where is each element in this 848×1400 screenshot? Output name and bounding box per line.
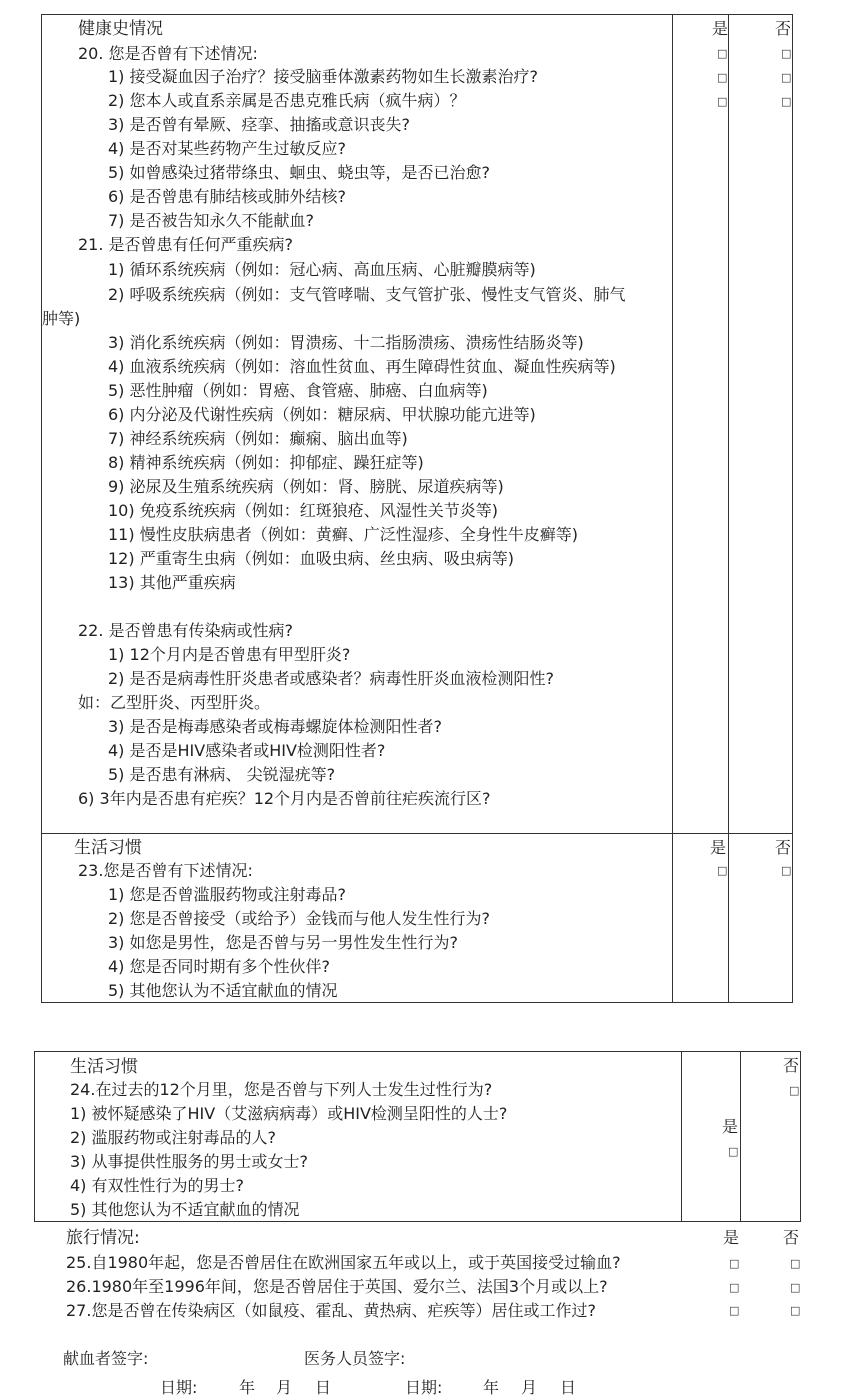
donor-signature-label: 献血者签字: [63,1349,149,1368]
no-header: 否 [775,19,792,38]
staff-date-day: 日 [560,1378,577,1397]
q26-yes-checkbox[interactable]: □ [729,1281,740,1294]
life2-title: 生活习惯 [70,1057,138,1077]
q20-text: 20. 您是否曾有下述情况: [78,44,258,63]
travel-no-header: 否 [783,1228,800,1247]
q22-item-2b: 如：乙型肝炎、丙型肝炎。 [78,693,271,712]
q21-item-3: 3) 消化系统疾病（例如：胃溃疡、十二指肠溃疡、溃疡性结肠炎等) [108,333,584,352]
q21-item-2b: 肿等) [42,309,81,328]
donor-date-label: 日期: [160,1378,198,1397]
q20-no-checkbox[interactable]: □ [781,47,792,60]
donor-date-year: 年 [239,1378,256,1397]
yes-header: 是 [712,19,729,38]
q23-item-4: 4) 您是否同时期有多个性伙伴? [108,957,331,976]
q21-item-12: 12) 严重寄生虫病（例如：血吸虫病、丝虫病、吸虫病等) [108,549,514,568]
q20-item-6: 6) 是否曾患有肺结核或肺外结核? [108,187,347,206]
q20-item1-no-checkbox[interactable]: □ [781,71,792,84]
health-title: 健康史情况 [78,19,163,39]
q24-item-5: 5) 其他您认为不适宜献血的情况 [70,1200,300,1219]
staff-signature-label: 医务人员签字: [304,1349,406,1368]
q23-no-checkbox[interactable]: □ [781,864,792,877]
q23-item-2: 2) 您是否曾接受（或给予）金钱而与他人发生性行为? [108,909,491,928]
q20-item1-yes-checkbox[interactable]: □ [717,71,728,84]
q22-item-1: 1) 12个月内是否曾患有甲型肝炎? [108,645,351,664]
q24-item-4: 4) 有双性性行为的男士? [70,1176,245,1195]
q20-item-2: 2) 您本人或直系亲属是否患克雅氏病（疯牛病）？ [108,91,466,110]
q25-no-checkbox[interactable]: □ [790,1257,801,1270]
donor-date-month: 月 [276,1378,293,1397]
life2-divider-2 [740,1051,741,1222]
q23-text: 23.您是否曾有下述情况: [78,861,253,880]
q23-yes-checkbox[interactable]: □ [717,864,728,877]
travel-title: 旅行情况: [66,1228,140,1248]
q23-item-1: 1) 您是否曾滥服药物或注射毒品? [108,885,347,904]
life1-title: 生活习惯 [74,838,142,858]
q22-text: 22. 是否曾患有传染病或性病? [78,621,294,640]
q22-item-6: 6) 3年内是否患有疟疾？12个月内是否曾前往疟疾流行区? [78,789,491,808]
q20-yes-checkbox[interactable]: □ [717,47,728,60]
q21-item-1: 1) 循环系统疾病（例如：冠心病、高血压病、心脏瓣膜病等) [108,260,536,279]
q23-item-3: 3) 如您是男性，您是否曾与另一男性发生性行为? [108,933,459,952]
q22-item-2a: 2) 是否是病毒性肝炎患者或感染者？病毒性肝炎血液检测阳性? [108,669,555,688]
q20-item-4: 4) 是否对某些药物产生过敏反应? [108,139,347,158]
life1-no-header: 否 [775,838,792,857]
life2-no-header: 否 [783,1056,800,1075]
q20-item2-yes-checkbox[interactable]: □ [717,95,728,108]
q23-item-5: 5) 其他您认为不适宜献血的情况 [108,981,338,1000]
q20-item-7: 7) 是否被告知永久不能献血? [108,211,315,230]
q24-yes-checkbox[interactable]: □ [728,1145,739,1158]
q21-item-8: 8) 精神系统疾病（例如：抑郁症、躁狂症等) [108,453,424,472]
q21-item-4: 4) 血液系统疾病（例如：溶血性贫血、再生障碍性贫血、凝血性疾病等) [108,357,616,376]
q21-item-7: 7) 神经系统疾病（例如：癫痫、脑出血等) [108,429,408,448]
q24-no-checkbox[interactable]: □ [789,1084,800,1097]
q21-item-13: 13) 其他严重疾病 [108,573,236,592]
q21-item-6: 6) 内分泌及代谢性疾病（例如：糖尿病、甲状腺功能亢进等) [108,405,536,424]
q20-item-1: 1) 接受凝血因子治疗？接受脑垂体激素药物如生长激素治疗? [108,67,539,86]
staff-date-month: 月 [521,1378,538,1397]
life2-yes-header: 是 [722,1117,739,1136]
q21-text: 21. 是否曾患有任何严重疾病? [78,235,294,254]
staff-date-label: 日期: [405,1378,443,1397]
q26-no-checkbox[interactable]: □ [790,1281,801,1294]
q21-item-10: 10) 免疫系统疾病（例如：红斑狼疮、风湿性关节炎等) [108,501,498,520]
q20-item-5: 5) 如曾感染过猪带绦虫、蛔虫、蛲虫等，是否已治愈? [108,163,491,182]
q24-item-1: 1) 被怀疑感染了HIV（艾滋病病毒）或HIV检测呈阳性的人士? [70,1104,508,1123]
q22-item-3: 3) 是否是梅毒感染者或梅毒螺旋体检测阳性者? [108,717,443,736]
q24-item-2: 2) 滥服药物或注射毒品的人? [70,1128,277,1147]
q21-item-9: 9) 泌尿及生殖系统疾病（例如：肾、膀胱、尿道疾病等) [108,477,504,496]
q22-item-5: 5) 是否患有淋病、 尖锐湿疣等? [108,765,336,784]
q20-item2-no-checkbox[interactable]: □ [781,95,792,108]
life2-divider-1 [681,1051,682,1222]
life1-yes-header: 是 [710,838,727,857]
q24-item-3: 3) 从事提供性服务的男士或女士? [70,1152,309,1171]
staff-date-year: 年 [483,1378,500,1397]
q27-no-checkbox[interactable]: □ [790,1304,801,1317]
q22-item-4: 4) 是否是HIV感染者或HIV检测阳性者? [108,741,386,760]
travel-yes-header: 是 [723,1228,740,1247]
q21-item-11: 11) 慢性皮肤病患者（例如：黄癣、广泛性湿疹、全身性牛皮癣等) [108,525,578,544]
q20-item-3: 3) 是否曾有晕厥、痉挛、抽搐或意识丧失? [108,115,411,134]
q25-yes-checkbox[interactable]: □ [729,1257,740,1270]
q27-text: 27.您是否曾在传染病区（如鼠疫、霍乱、黄热病、疟疾等）居住或工作过? [66,1301,596,1320]
q27-yes-checkbox[interactable]: □ [729,1304,740,1317]
q21-item-2a: 2) 呼吸系统疾病（例如：支气管哮喘、支气管扩张、慢性支气管炎、肺气 [108,285,626,304]
q21-item-5: 5) 恶性肿瘤（例如：胃癌、食管癌、肺癌、白血病等) [108,381,488,400]
donor-date-day: 日 [315,1378,332,1397]
q25-text: 25.自1980年起，您是否曾居住在欧洲国家五年或以上，或于英国接受过输血? [66,1253,621,1272]
q26-text: 26.1980年至1996年间，您是否曾居住于英国、爱尔兰、法国3个月或以上? [66,1277,608,1296]
q24-text: 24.在过去的12个月里，您是否曾与下列人士发生过性行为? [70,1080,493,1099]
